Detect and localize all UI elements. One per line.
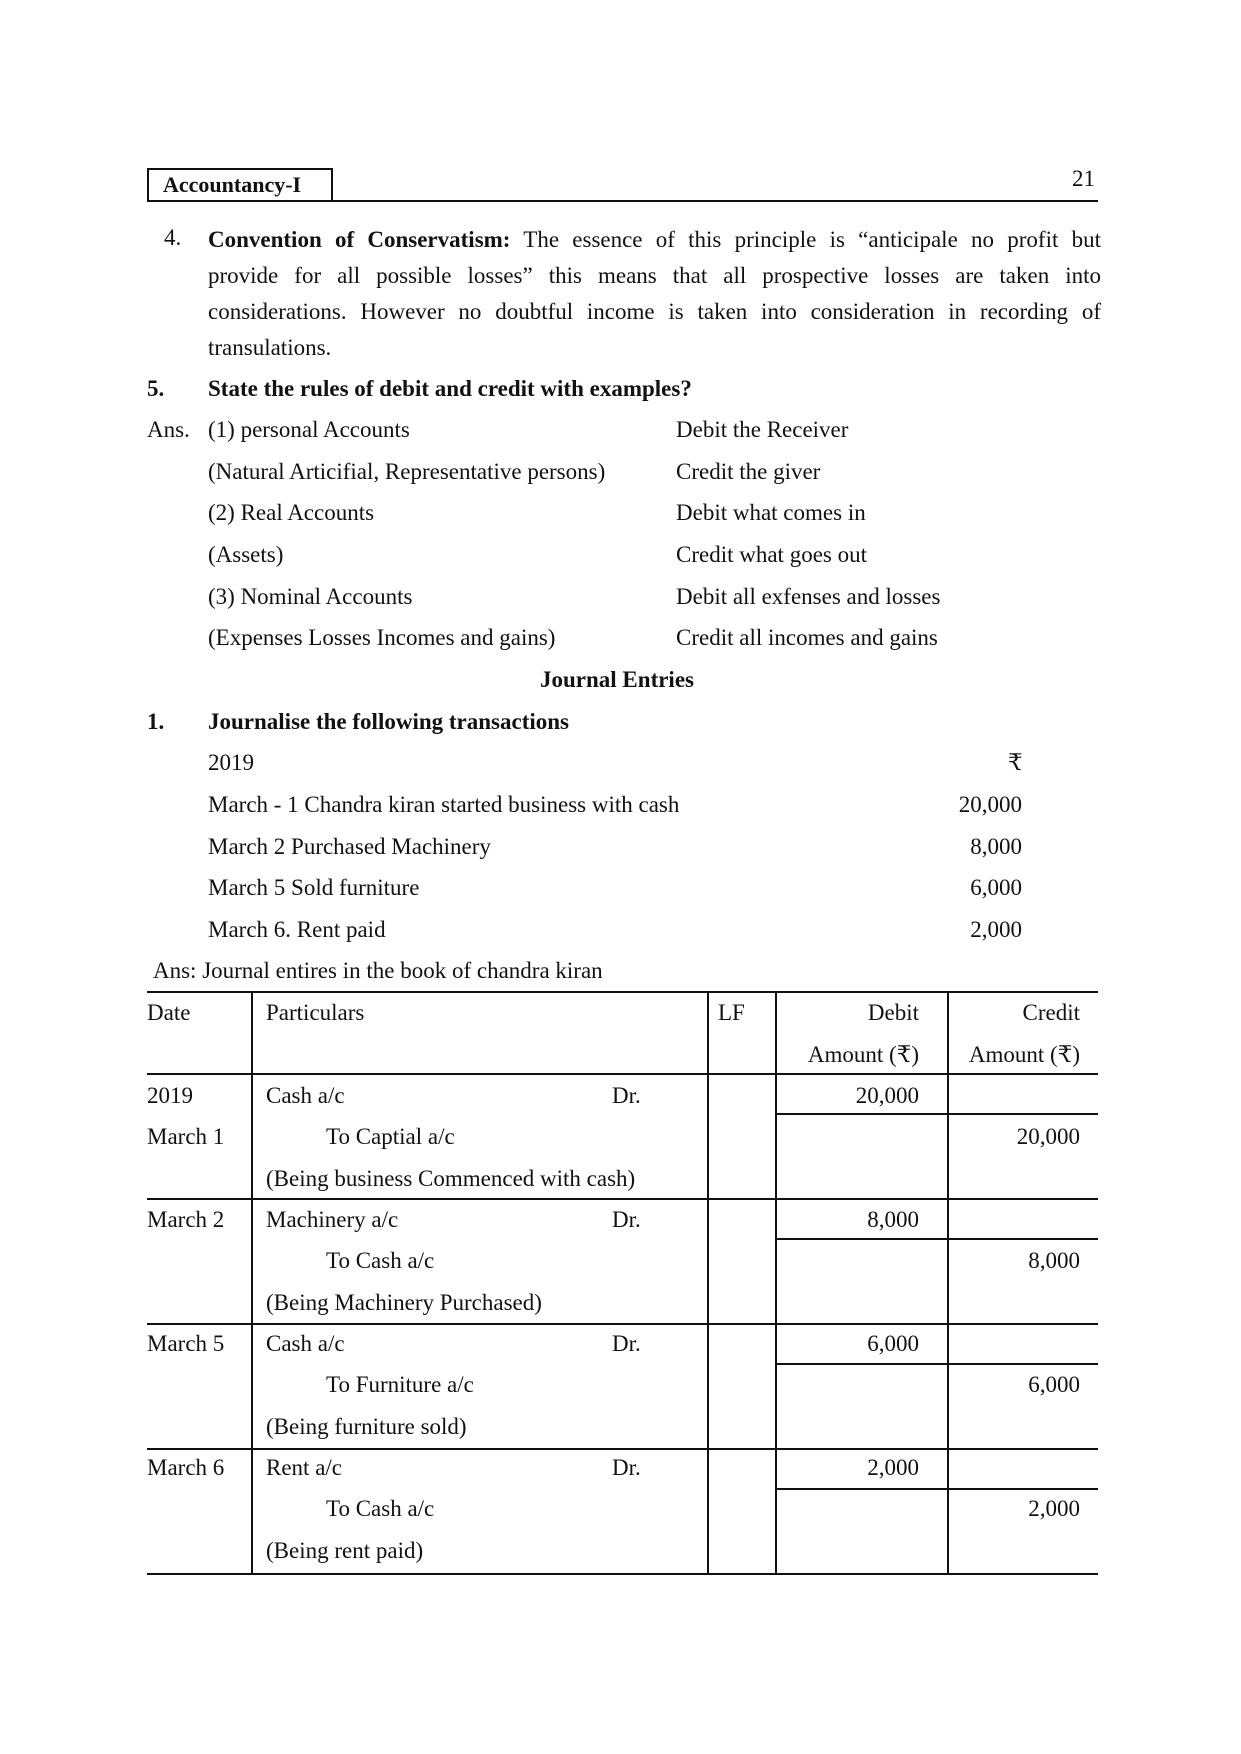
currency-symbol: ₹ — [1008, 750, 1023, 775]
entry-debit-account: Cash a/c — [266, 1331, 345, 1356]
entry-date: March 5 — [147, 1331, 225, 1356]
header-rule — [147, 200, 1098, 202]
entry-debit-account: Cash a/c — [266, 1083, 345, 1108]
transaction-amount-3: 6,000 — [970, 875, 1022, 900]
transactions-year: 2019 — [208, 750, 254, 775]
col-rule-date — [251, 991, 253, 1575]
answer-text: Ans: Journal entires in the book of chandra kiran — [153, 958, 603, 983]
entry-credit-amount: 6,000 — [1028, 1372, 1080, 1397]
convention-line-3: considerations. However no doubtful income is taken into consideration in recording of — [208, 299, 1101, 324]
header-title: Accountancy-I — [163, 172, 302, 197]
entry-debit-amount: 8,000 — [867, 1207, 919, 1232]
question5-text: State the rules of debit and credit with examples? — [208, 376, 692, 401]
rule-left-5: (3) Nominal Accounts — [208, 584, 413, 609]
header-title-box — [147, 168, 333, 202]
entry-credit-account: To Cash a/c — [326, 1496, 435, 1521]
entry-narration: (Being Machinery Purchased) — [266, 1290, 542, 1315]
rule-left-4: (Assets) — [208, 542, 284, 567]
entry-dr: Dr. — [612, 1331, 641, 1356]
question5-number: 5. — [147, 376, 165, 401]
entry-date-2: March 1 — [147, 1124, 225, 1149]
entry-credit-account: To Cash a/c — [326, 1248, 435, 1273]
entry-credit-amount: 8,000 — [1028, 1248, 1080, 1273]
entry-debit-account: Rent a/c — [266, 1455, 342, 1480]
rule-left-6: (Expenses Losses Incomes and gains) — [208, 625, 556, 650]
header-lf: LF — [718, 1000, 745, 1025]
entry-narration: (Being business Commenced with cash) — [266, 1166, 636, 1191]
rule-right-3: Debit what comes in — [676, 500, 866, 525]
entry-date: 2019 — [147, 1083, 193, 1108]
entry-debit-amount: 2,000 — [867, 1455, 919, 1480]
rule-left-3: (2) Real Accounts — [208, 500, 375, 525]
entry-narration: (Being rent paid) — [266, 1538, 424, 1563]
header-debit-amount: Amount (₹) — [807, 1042, 919, 1067]
rule-left-1: (1) personal Accounts — [208, 417, 410, 442]
rule-right-2: Credit the giver — [676, 459, 821, 484]
convention-paragraph — [208, 222, 1101, 366]
rule-right-4: Credit what goes out — [676, 542, 867, 567]
entry-credit-account: To Captial a/c — [326, 1124, 455, 1149]
transaction-amount-2: 8,000 — [970, 834, 1022, 859]
transaction-desc-3: March 5 Sold furniture — [208, 875, 420, 900]
convention-line-1: The essence of this principle is “anticipale no profit but — [510, 227, 1101, 252]
entry-debit-amount: 6,000 — [867, 1331, 919, 1356]
entry-debit-account: Machinery a/c — [266, 1207, 399, 1232]
header-date: Date — [147, 1000, 191, 1025]
rule-right-5: Debit all exfenses and losses — [676, 584, 941, 609]
transaction-desc-2: March 2 Purchased Machinery — [208, 834, 491, 859]
question1-text: Journalise the following transactions — [208, 709, 569, 734]
rule-right-6: Credit all incomes and gains — [676, 625, 938, 650]
amount-sub-rule — [777, 1363, 1098, 1365]
entry-credit-amount: 20,000 — [1016, 1124, 1080, 1149]
col-rule-debit — [947, 991, 949, 1575]
page-number: 21 — [1072, 166, 1095, 191]
entry-dr: Dr. — [612, 1083, 641, 1108]
header-particulars: Particulars — [266, 1000, 365, 1025]
convention-number: 4. — [164, 225, 182, 250]
amount-sub-rule — [777, 1238, 1098, 1240]
transaction-desc-1: March - 1 Chandra kiran started business with cash — [208, 792, 680, 817]
table-row-rule — [147, 1198, 1098, 1200]
rule-right-1: Debit the Receiver — [676, 417, 849, 442]
entry-debit-amount: 20,000 — [855, 1083, 919, 1108]
entry-credit-account: To Furniture a/c — [326, 1372, 474, 1397]
entry-dr: Dr. — [612, 1455, 641, 1480]
transaction-desc-4: March 6. Rent paid — [208, 917, 386, 942]
entry-date: March 6 — [147, 1455, 225, 1480]
journal-entries-heading: Journal Entries — [540, 667, 694, 692]
entry-narration: (Being furniture sold) — [266, 1414, 467, 1439]
col-rule-particulars — [707, 991, 709, 1575]
table-top-rule — [147, 991, 1098, 993]
question1-number: 1. — [147, 709, 165, 734]
table-row-rule — [147, 1448, 1098, 1450]
convention-heading: Convention of Conservatism: — [208, 227, 511, 252]
transaction-amount-4: 2,000 — [970, 917, 1022, 942]
table-header-rule — [147, 1073, 1098, 1075]
table-row-rule — [147, 1323, 1098, 1325]
rule-left-2: (Natural Articifial, Representative persons) — [208, 459, 606, 484]
answer-label: Ans. — [147, 417, 190, 442]
header-debit: Debit — [867, 1000, 919, 1025]
entry-credit-amount: 2,000 — [1028, 1496, 1080, 1521]
amount-sub-rule — [777, 1113, 1098, 1115]
amount-sub-rule — [777, 1488, 1098, 1490]
table-bottom-rule — [147, 1573, 1098, 1575]
transaction-amount-1: 20,000 — [958, 792, 1022, 817]
col-rule-lf — [775, 991, 777, 1575]
entry-date: March 2 — [147, 1207, 225, 1232]
header-credit-amount: Amount (₹) — [968, 1042, 1080, 1067]
convention-line-4: transulations. — [208, 335, 332, 360]
entry-dr: Dr. — [612, 1207, 641, 1232]
convention-line-2: provide for all possible losses” this means that all prospective losses are taken into — [208, 263, 1101, 288]
header-credit: Credit — [1022, 1000, 1080, 1025]
